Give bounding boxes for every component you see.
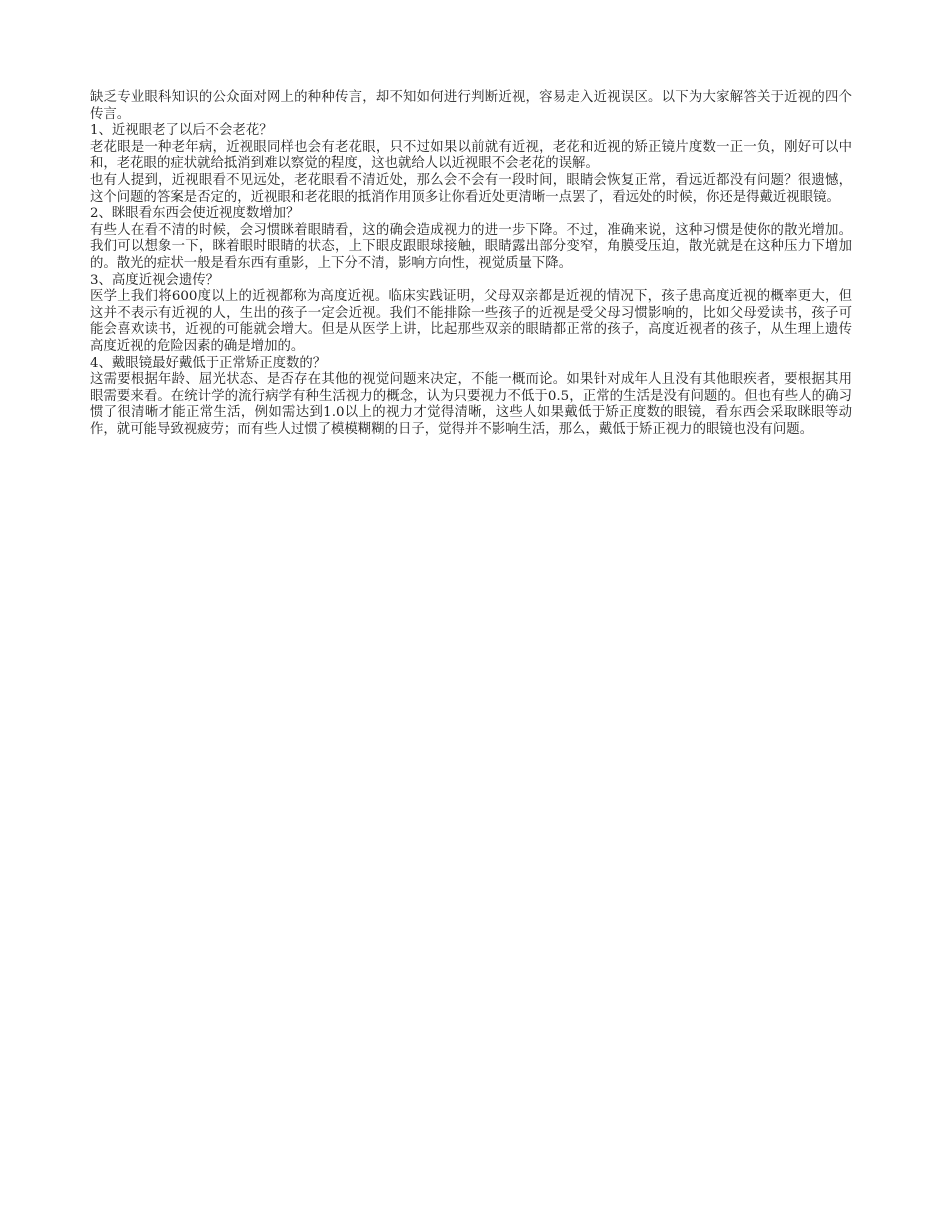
section-1-paragraph-1: 老花眼是一种老年病，近视眼同样也会有老花眼，只不过如果以前就有近视，老花和近视的矫正镜片度数一正一负，刚好可以中和，老花眼的症状就给抵消到难以察觉的程度，这也就给人以近视眼不会老花的误解。: [90, 139, 852, 172]
intro-paragraph: 缺乏专业眼科知识的公众面对网上的种种传言，却不知如何进行判断近视，容易走入近视误区。以下为大家解答关于近视的四个传言。: [90, 90, 852, 122]
document-body: [90, 90, 852, 438]
section-1-question: 1、近视眼老了以后不会老花？: [90, 123, 273, 139]
section-3-question: 3、高度近视会遗传？: [90, 272, 220, 288]
section-4-question: 4、戴眼镜最好戴低于正常矫正度数的？: [90, 355, 327, 371]
section-3-paragraph-1: 医学上我们将600度以上的近视都称为高度近视。临床实践证明，父母双亲都是近视的情况下，孩子患高度近视的概率更大，但这并不表示有近视的人，生出的孩子一定会近视。我们不能排除一些孩子的近视是受父母习惯影响的，比如父母爱读书，孩子可能会喜欢读书，近视的可能就会增大。但是从医学上讲，比起那些双亲的眼睛都正常的孩子，高度近视者的孩子，从生理上遗传高度近视的危险因素的确是增加的。: [90, 289, 852, 354]
section-4-paragraph-1: 这需要根据年龄、屈光状态、是否存在其他的视觉问题来决定，不能一概而论。如果针对成年人且没有其他眼疾者，要根据其用眼需要来看。在统计学的流行病学有种生活视力的概念，认为只要视力不低于0.5，正常的生活是没有问题的。但也有些人的确习惯了很清晰才能正常生活，例如需达到1.0以上的视力才觉得清晰，这些人如果戴低于矫正度数的眼镜，看东西会采取眯眼等动作，就可能导致视疲劳；而有些人过惯了模模糊糊的日子，觉得并不影响生活，那么，戴低于矫正视力的眼镜也没有问题。: [90, 372, 852, 437]
section-2-question: 2、眯眼看东西会使近视度数增加？: [90, 206, 300, 222]
section-2-paragraph-1: 有些人在看不清的时候，会习惯眯着眼睛看，这的确会造成视力的进一步下降。不过，准确来说，这种习惯是使你的散光增加。我们可以想象一下，眯着眼时眼睛的状态，上下眼皮跟眼球接触，眼睛露出部分变窄，角膜受压迫，散光就是在这种压力下增加的。散光的症状一般是看东西有重影，上下分不清，影响方向性，视觉质量下降。: [90, 222, 852, 271]
section-1-paragraph-2: 也有人提到，近视眼看不见远处，老花眼看不清近处，那么会不会有一段时间，眼睛会恢复正常，看远近都没有问题？很遗憾，这个问题的答案是否定的，近视眼和老花眼的抵消作用顶多让你看近处更清晰一点罢了，看远处的时候，你还是得戴近视眼镜。: [90, 172, 852, 205]
